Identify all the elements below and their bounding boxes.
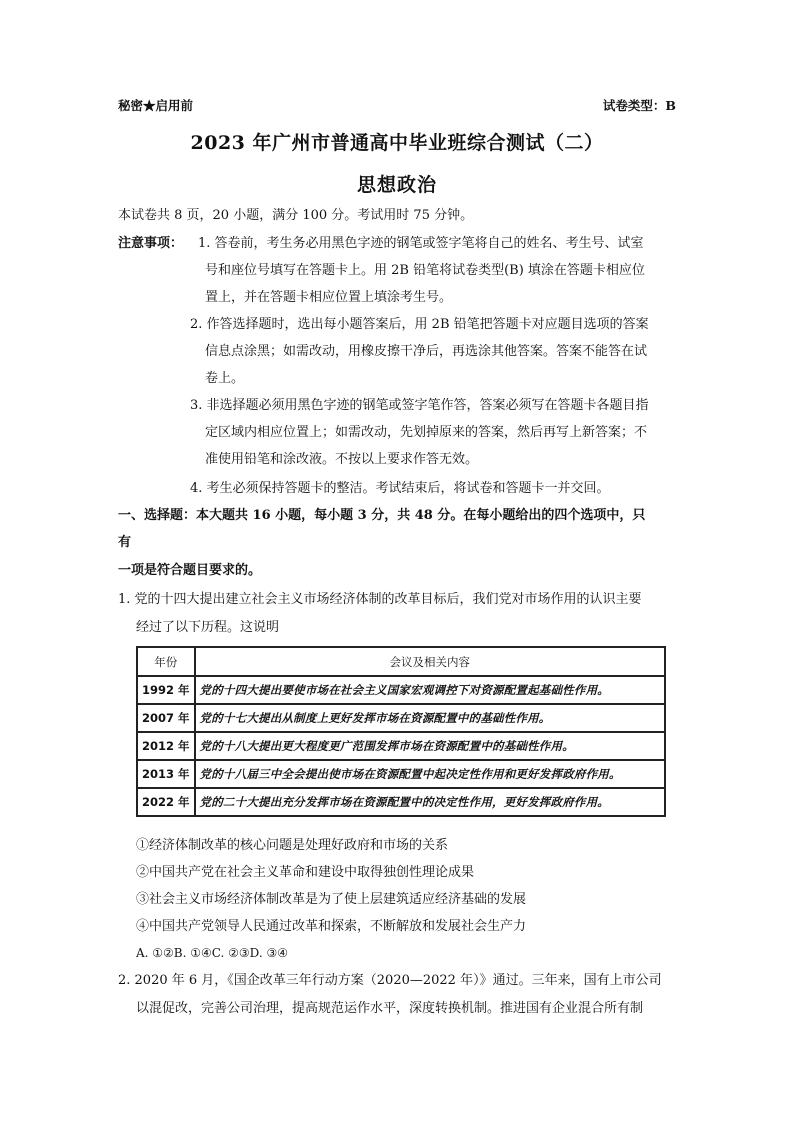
content-cell: 党的十四大提出要使市场在社会主义国家宏观调控下对资源配置起基础性作用。 — [195, 676, 665, 704]
content-cell: 党的十七大提出从制度上更好发挥市场在资源配置中的基础性作用。 — [195, 704, 665, 732]
question-1-answers: A. ①②B. ①④C. ②③D. ③④ — [136, 946, 289, 960]
notes-line: 号和座位号填写在答题卡上。用 2B 铅笔将试卷类型(B) 填涂在答题卡相应位 — [205, 263, 645, 278]
notes-line: 1. 答卷前，考生务必用黑色字迹的钢笔或签字笔将自己的姓名、考生号、试室 — [198, 236, 644, 251]
notes-line: 定区域内相应位置上；如需改动，先划掉原来的答案，然后再写上新答案；不 — [205, 425, 648, 440]
notes-label: 注意事项： — [118, 236, 184, 251]
paper-type-label: 试卷类型：B — [602, 98, 676, 113]
section-heading: 有 — [118, 535, 132, 550]
year-cell: 2012 年 — [137, 732, 195, 760]
content-cell: 党的十八大提出更大程度更广范围发挥市场在资源配置中的基础性作用。 — [195, 732, 665, 760]
question-2-stem: 2. 2020 年 6 月，《国企改革三年行动方案（2020—2022 年）》通过。三年来，国有上市公司 — [118, 973, 662, 988]
table-row — [137, 676, 665, 704]
content-cell: 党的二十大提出充分发挥市场在资源配置中的决定性作用，更好发挥政府作用。 — [195, 788, 665, 816]
table-row — [137, 760, 665, 788]
question-1-option: ③社会主义市场经济体制改革是为了使上层建筑适应经济基础的发展 — [136, 892, 527, 907]
notes-line: 2. 作答选择题时，选出每小题答案后，用 2B 铅笔把答题卡对应题目选项的答案 — [190, 317, 649, 332]
notes-line: 4. 考生必须保持答题卡的整洁。考试结束后，将试卷和答题卡一并交回。 — [190, 481, 610, 496]
question-1-option: ④中国共产党领导人民通过改革和探索，不断解放和发展社会生产力 — [136, 919, 527, 934]
table-header-row — [137, 647, 665, 676]
question-1-option: ①经济体制改革的核心问题是处理好政府和市场的关系 — [136, 838, 449, 853]
year-cell: 1992 年 — [137, 676, 195, 704]
notes-line: 卷上。 — [205, 371, 245, 386]
table-row — [137, 732, 665, 760]
question-2-stem: 以混促改，完善公司治理，提高规范运作水平，深度转换机制。推进国有企业混合所有制 — [136, 1001, 644, 1016]
year-cell: 2022 年 — [137, 788, 195, 816]
notes-line: 3. 非选择题必须用黑色字迹的钢笔或签字笔作答，答案必须写在答题卡各题目指 — [190, 398, 649, 413]
table-row — [137, 788, 665, 816]
section-heading: 一、选择题：本大题共 16 小题，每小题 3 分，共 48 分。在每小题给出的四个选项中，只 — [118, 508, 646, 523]
content-cell: 党的十八届三中全会提出使市场在资源配置中起决定性作用和更好发挥政府作用。 — [195, 760, 665, 788]
exam-intro: 本试卷共 8 页，20 小题，满分 100 分。考试用时 75 分钟。 — [118, 208, 474, 223]
notes-line: 置上，并在答题卡相应位置上填涂考生号。 — [205, 290, 453, 305]
section-heading: 一项是符合题目要求的。 — [118, 563, 262, 578]
year-cell: 2007 年 — [137, 704, 195, 732]
table-row — [137, 704, 665, 732]
column-header-year: 年份 — [137, 647, 195, 676]
question-1-stem: 经过了以下历程。这说明 — [136, 620, 280, 635]
column-header-content: 会议及相关内容 — [195, 647, 665, 676]
question-1-stem: 1. 党的十四大提出建立社会主义市场经济体制的改革目标后，我们党对市场作用的认识主要 — [118, 592, 642, 607]
secret-label: 秘密★启用前 — [118, 98, 194, 113]
exam-title: 2023 年广州市普通高中毕业班综合测试（二） — [190, 132, 604, 154]
year-cell: 2013 年 — [137, 760, 195, 788]
subject-title: 思想政治 — [356, 174, 437, 196]
notes-line: 信息点涂黑；如需改动，用橡皮擦干净后，再选涂其他答案。答案不能答在试 — [205, 344, 648, 359]
question-1-option: ②中国共产党在社会主义革命和建设中取得独创性理论成果 — [136, 865, 475, 880]
notes-line: 准使用铅笔和涂改液。不按以上要求作答无效。 — [205, 452, 479, 467]
meetings-table — [136, 646, 666, 817]
